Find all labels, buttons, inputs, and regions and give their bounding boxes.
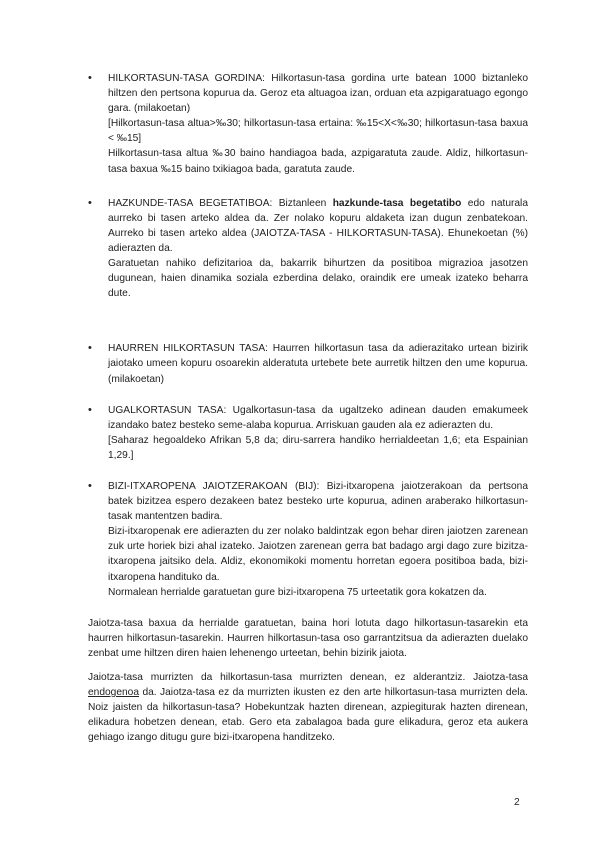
list-item-text: • HILKORTASUN-TASA GORDINA: Hilkortasun-tasa gordina urte batean 1000 biztanleko hiltzen den pertsona kopurua da. Geroz eta altuagoa izan, orduan eta azpigaratuago egongo gara. (milakoetan) bbox=[108, 73, 528, 115]
text-run: edo naturala aurreko bi tasen arteko aldea da. Zer nolako kopuru aldaketa izan dugun zenbatekoan. Aurreko bi tasen arteko aldea (JAIOTZA-TASA - HILKORTASUN-TASA). Ehunekoetan (%) adierazten da. bbox=[108, 197, 528, 254]
list-item-text: • HAURREN HILKORTASUN TASA: Haurren hilkortasun tasa da adierazitako urtean bizirik jaiotako umeen kopuru osoarekin alderatuta urtebete bete aurretik hiltzen den ume kopurua. (milakoetan) bbox=[108, 343, 528, 385]
list-item-text: Bizi-itxaropenak ere adierazten du zer nolako baldintzak egon behar diren jaiotzen zarenean zuk urte horiek bizi ahal izateko. Jaiotzen zarenean gerra bat badago argi dago zure bizitza-itxaropena jaitsiko dela. Aldiz, ekonomikoki momentu horretan egoera positiboa bada, bizi-itxaropena handituko da. bbox=[108, 526, 528, 583]
list-item-gross-mortality-rate bbox=[88, 71, 528, 177]
definitions-list bbox=[88, 71, 528, 600]
list-item-text: [Hilkortasun-tasa altua>‰30; hilkortasun-tasa ertaina: ‰15<X<‰30; hilkortasun-tasa baxua < ‰15] bbox=[108, 118, 528, 145]
list-item-text: • UGALKORTASUN TASA: Ugalkortasun-tasa da ugaltzeko adinean dauden emakumeek izandako batez besteko seme-alaba kopurua. Arriskuan gauden ala ez adierazten du. bbox=[108, 404, 528, 431]
list-item-text: Garatuetan nahiko defizitarioa da, bakarrik bihurtzen da positiboa migrazioa jasotzen dugunean, haien dinamika soziala ezberdina delako, oraindik ere umeak izateko beharra dute. bbox=[108, 258, 528, 300]
list-item-text: Hilkortasun-tasa altua ‰30 baino handiagoa bada, azpigaratuta zaude. Aldiz, hilkortasun-tasa baxua ‰15 baino txikiagoa bada, garatuta zaude. bbox=[108, 148, 528, 175]
text-run: Jaiotza-tasa murrizten da hilkortasun-tasa murrizten denean, ez alderantziz. Jaiotza-tasa bbox=[88, 672, 528, 683]
body-paragraph: Jaiotza-tasa baxua da herrialde garatuetan, baina hori lotuta dago hilkortasun-tasarekin eta haurren hilkortasun-tasarekin. Haurren hilkortasun-tasa oso garrantzitsua da adierazten duelako zenbat ume hiltzen diren haien lehenengo urteetan, behin bizirik jaiota. bbox=[88, 618, 528, 660]
list-item-text: Normalean herrialde garatuetan gure bizi-itxaropena 75 urteetatik gora kokatzen da. bbox=[108, 586, 487, 598]
list-item-fertility-rate bbox=[88, 403, 528, 463]
body-paragraph bbox=[88, 670, 528, 745]
page-number: 2 bbox=[514, 797, 520, 808]
list-item-vegetative-growth-rate bbox=[88, 196, 528, 302]
bold-term: hazkunde-tasa begetatibo bbox=[332, 197, 462, 209]
text-run: HAZKUNDE-TASA BEGETATIBOA: Biztanleen bbox=[108, 197, 333, 209]
list-item-life-expectancy bbox=[88, 479, 528, 600]
text-run: da. Jaiotza-tasa ez da murrizten ikusten ez den arte hilkortasun-tasa murrizten dela. Noiz jaisten da hilkortasun-tasa? Hobekuntzak hazten direnean, azpiegiturak hazten direnean, elikadura hobetzen denean, etab. Gero eta zabalagoa bada gure elikadura, geroz eta aukera gehiago izango ditugu gure bizi-itxaropena handitzeko. bbox=[88, 687, 528, 744]
list-item-text: • BIZI-ITXAROPENA JAIOTZERAKOAN (BIJ): Bizi-itxaropena jaiotzerakoan da pertsona batek bizitzea espero dezakeen batez besteko urte kopurua, adinen araberako hilkortasun-tasak mantentzen badira. bbox=[108, 480, 528, 523]
underlined-term: endogenoa bbox=[88, 687, 139, 699]
list-item-infant-mortality-rate bbox=[88, 341, 528, 386]
list-item-text bbox=[108, 196, 528, 256]
list-item-text: [Saharaz hegoaldeko Afrikan 5,8 da; diru-sarrera handiko herrialdeetan 1,6; eta Espainian 1,29.] bbox=[108, 434, 528, 461]
